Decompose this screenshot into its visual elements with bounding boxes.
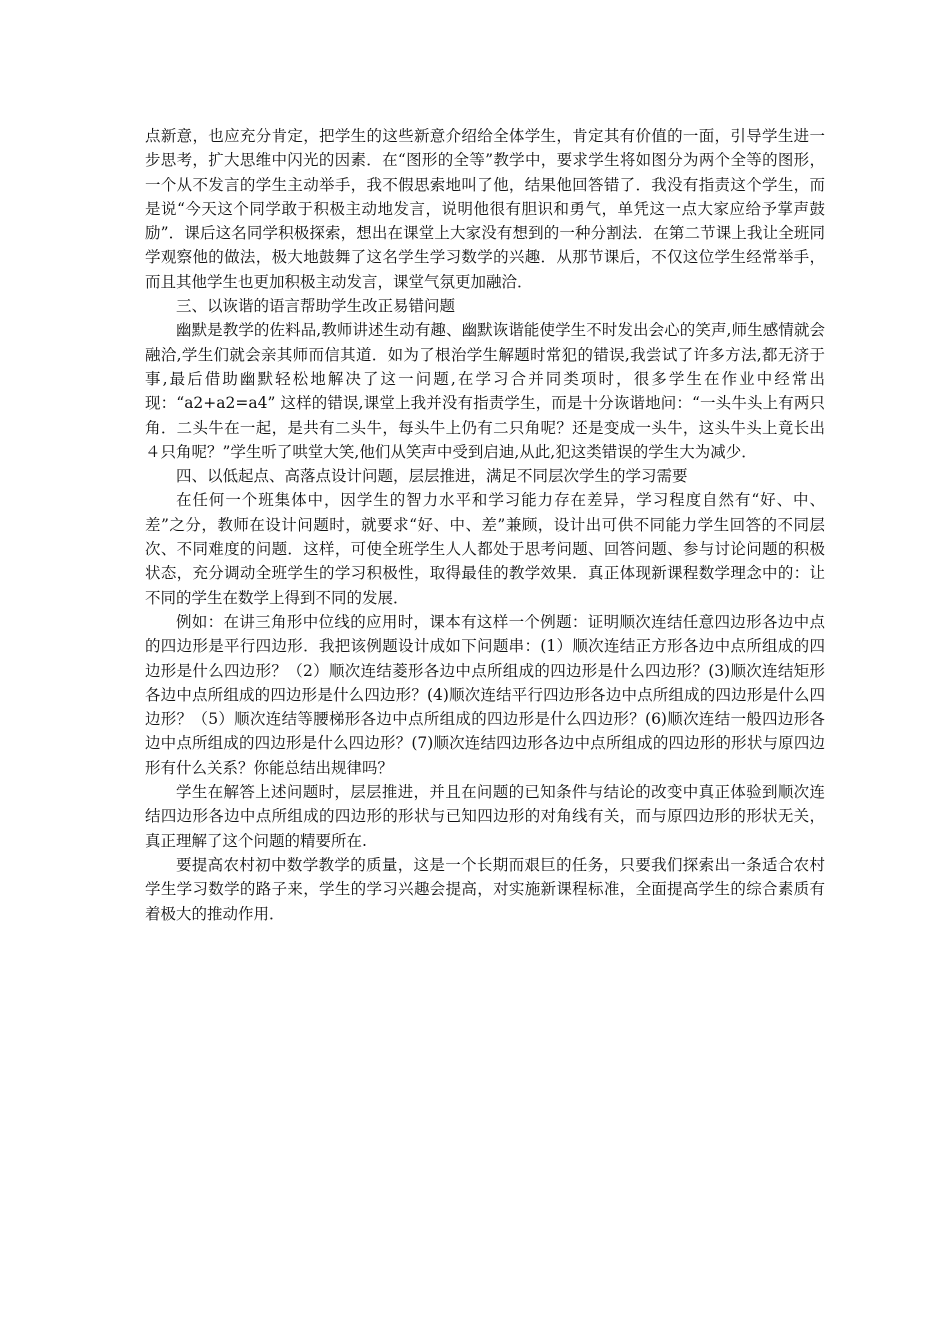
paragraph-levels: 在任何一个班集体中，因学生的智力水平和学习能力存在差异，学习程度自然有“好、中、差”之分，教师在设计问题时，就要求“好、中、差”兼顾，设计出可供不同能力学生回答的不同层次、不同难度的问题．这样，可使全班学生人人都处于思考问题、回答问题、参与讨论问题的积极状态，充分调动全班学生的学习积极性，取得最佳的教学效果．真正体现新课程数学理念中的：让不同的学生在数学上得到不同的发展． <box>145 491 825 607</box>
paragraph-conclusion: 要提高农村初中数学教学的质量，这是一个长期而艰巨的任务，只要我们探索出一条适合农村学生学习数学的路子来，学生的学习兴趣会提高，对实施新课程标准，全面提高学生的综合素质有着极大的推动作用． <box>145 855 825 923</box>
section-heading-3: 三、以诙谐的语言帮助学生改正易错问题 <box>176 297 456 316</box>
section-heading-4: 四、以低起点、高落点设计问题，层层推进，满足不同层次学生的学习需要 <box>176 467 688 486</box>
paragraph-example: 例如：在讲三角形中位线的应用时，课本有这样一个例题：证明顺次连结任意四边形各边中点的四边形是平行四边形．我把该例题设计成如下问题串：(1）顺次连结正方形各边中点所组成的四边形是什么四边形？（2）顺次连结菱形各边中点所组成的四边形是什么四边形？(3)顺次连结矩形各边中点所组成的四边形是什么四边形？(4)顺次连结平行四边形各边中点所组成的四边形是什么四边形？（5）顺次连结等腰梯形各边中点所组成的四边形是什么四边形？(6)顺次连结一般四边形各边中点所组成的四边形是什么四边形？(7)顺次连结四边形各边中点所组成的四边形的形状与原四边形有什么关系？你能总结出规律吗？ <box>145 612 825 777</box>
paragraph-continuation: 点新意，也应充分肯定，把学生的这些新意介绍给全体学生，肯定其有价值的一面，引导学生进一步思考，扩大思维中闪光的因素．在“图形的全等”教学中，要求学生将如图分为两个全等的图形，一个从不发言的学生主动举手，我不假思索地叫了他，结果他回答错了．我没有指责这个学生，而是说“今天这个同学敢于积极主动地发言，说明他很有胆识和勇气，单凭这一点大家应给予掌声鼓励”．课后这名同学积极探索，想出在课堂上大家没有想到的一种分割法．在第二节课上我让全班同学观察他的做法，极大地鼓舞了这名学生学习数学的兴趣．从那节课后，不仅这位学生经常举手，而且其他学生也更加积极主动发言，课堂气氛更加融洽． <box>145 127 825 291</box>
paragraph-humor: 幽默是教学的佐料品,教师讲述生动有趣、幽默诙谐能使学生不时发出会心的笑声,师生感情就会融洽,学生们就会亲其师而信其道．如为了根治学生解题时常犯的错误,我尝试了许多方法,都无济于事,最后借助幽默轻松地解决了这一问题,在学习合并同类项时，很多学生在作业中经常出现：“a2+a2=a4” 这样的错误,课堂上我并没有指责学生，而是十分诙谐地问：“一头牛头上有两只角．二头牛在一起，是共有二头牛，每头牛上仍有二只角呢？还是变成一头牛，这头牛头上竟长出４只角呢？”学生听了哄堂大笑,他们从笑声中受到启迪,从此,犯这类错误的学生大为减少． <box>145 321 825 461</box>
paragraph-answers: 学生在解答上述问题时，层层推进，并且在问题的已知条件与结论的改变中真正体验到顺次连结四边形各边中点所组成的四边形的形状与已知四边形的对角线有关，而与原四边形的形状无关，真正理解了这个问题的精要所在. <box>145 783 825 850</box>
document-body <box>145 124 825 926</box>
